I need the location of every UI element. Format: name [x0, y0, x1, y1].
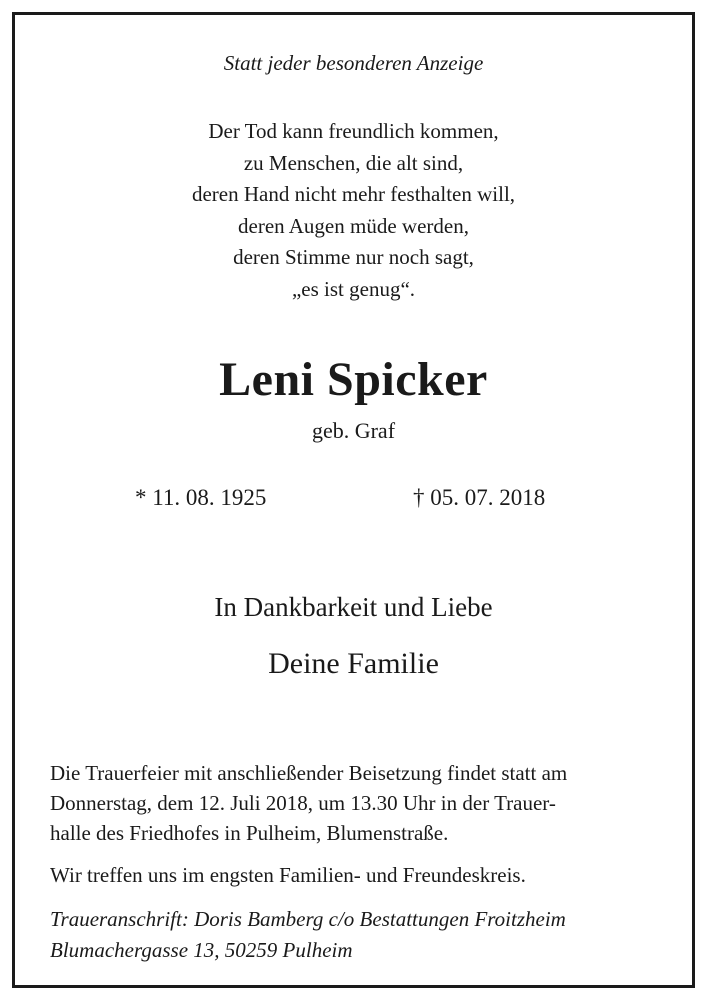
mourning-address — [50, 904, 566, 966]
deceased-name: Leni Spicker — [219, 353, 488, 406]
poem-line: deren Stimme nur noch sagt, — [233, 245, 474, 269]
ceremony-line: Die Trauerfeier mit anschließender Beisetzung findet statt am — [50, 761, 568, 785]
death-date: † 05. 07. 2018 — [413, 485, 546, 510]
address-line: Blumachergasse 13, 50259 Pulheim — [50, 938, 353, 962]
poem-line: zu Menschen, die alt sind, — [243, 150, 464, 175]
intro-heading: Statt jeder besonderen Anzeige — [223, 51, 484, 75]
poem-line: deren Augen müde werden, — [238, 213, 469, 238]
birth-date: * 11. 08. 1925 — [135, 485, 267, 510]
ceremony-line: Donnerstag, dem 12. Juli 2018, um 13.30 Uhr in der Trauer- — [50, 791, 556, 815]
address-line: Traueranschrift: Doris Bamberg c/o Bestattungen Froitzheim — [50, 907, 566, 931]
maiden-name: geb. Graf — [311, 418, 396, 443]
ceremony-paragraph — [50, 758, 662, 848]
poem-block — [0, 116, 707, 305]
thanks-line: In Dankbarkeit und Liebe — [214, 592, 493, 622]
poem-line: „es ist genug“. — [291, 276, 416, 301]
poem-line: deren Hand nicht mehr festhalten will, — [191, 182, 516, 206]
poem-line: Der Tod kann freundlich kommen, — [208, 119, 499, 143]
meeting-note: Wir treffen uns im engsten Familien- und Freundeskreis. — [50, 863, 526, 887]
family-signature: Deine Familie — [268, 647, 439, 680]
ceremony-line: halle des Friedhofes in Pulheim, Blumenstraße. — [50, 821, 449, 845]
